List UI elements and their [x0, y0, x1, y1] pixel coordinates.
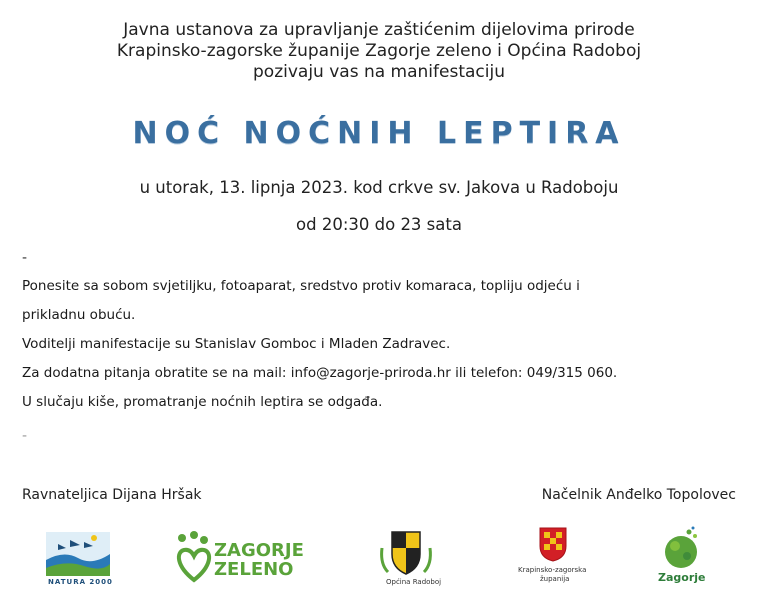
event-date: u utorak, 13. lipnja 2023. kod crkve sv. Jakova u Radoboju	[139, 178, 619, 197]
event-time: od 20:30 do 23 sata	[296, 215, 462, 234]
header-line-1: Javna ustanova za upravljanje zaštićenim dijelovima prirode	[123, 20, 635, 40]
details-line-1: Ponesite sa sobom svjetiljku, fotoaparat, sredstvo protiv komaraca, topliju odjeću i	[22, 278, 580, 294]
zagorje-zeleno-word-2: ZELENO	[214, 559, 294, 580]
natura-caption: NATURA 2000	[48, 578, 113, 586]
details-line-5: U slučaju kiše, promatranje noćnih leptira se odgađa.	[22, 394, 383, 410]
signature-mayor: Načelnik Anđelko Topolovec	[541, 487, 736, 503]
header-line-3: pozivaju vas na manifestaciju	[253, 62, 505, 82]
header-line-2: Krapinsko-zagorske županije Zagorje zeleno i Općina Radoboj	[116, 41, 642, 61]
separator-dash-bottom: -	[22, 428, 28, 444]
zagorje-zeleno-heart-icon	[174, 530, 214, 584]
separator-dash-top: -	[22, 250, 28, 266]
zagorje-zeleno-word-1: ZAGORJE	[214, 540, 304, 561]
radoboj-shield-icon	[378, 528, 434, 578]
natura-2000-logo	[44, 530, 112, 588]
radoboj-coat-of-arms-logo	[378, 528, 442, 588]
details-line-4: Za dodatna pitanja obratite se na mail: info@zagorje-priroda.hr ili telefon: 049/315 060.	[22, 365, 618, 381]
signature-director: Ravnateljica Dijana Hršak	[22, 487, 202, 503]
event-title: NOĆ NOĆNIH LEPTIRA	[132, 116, 626, 151]
invitation-header	[0, 20, 758, 83]
kz-zupanija-caption-2: županija	[540, 575, 570, 583]
zagorje-zeleno-logo	[174, 528, 310, 588]
radoboj-caption: Općina Radoboj	[386, 578, 442, 586]
zagorje-tourism-logo	[656, 526, 706, 588]
event-details	[22, 276, 617, 421]
zagorje-caption: Zagorje	[658, 571, 706, 584]
kz-zupanija-caption-1: Krapinsko-zagorska	[518, 566, 587, 574]
kz-zupanija-logo	[516, 526, 592, 588]
zagorje-green-hill-icon	[659, 526, 703, 570]
details-line-2: prikladnu obuću.	[22, 307, 136, 323]
kz-zupanija-shield-icon	[538, 526, 568, 562]
details-line-3: Voditelji manifestacije su Stanislav Gomboc i Mladen Zadravec.	[22, 336, 451, 352]
